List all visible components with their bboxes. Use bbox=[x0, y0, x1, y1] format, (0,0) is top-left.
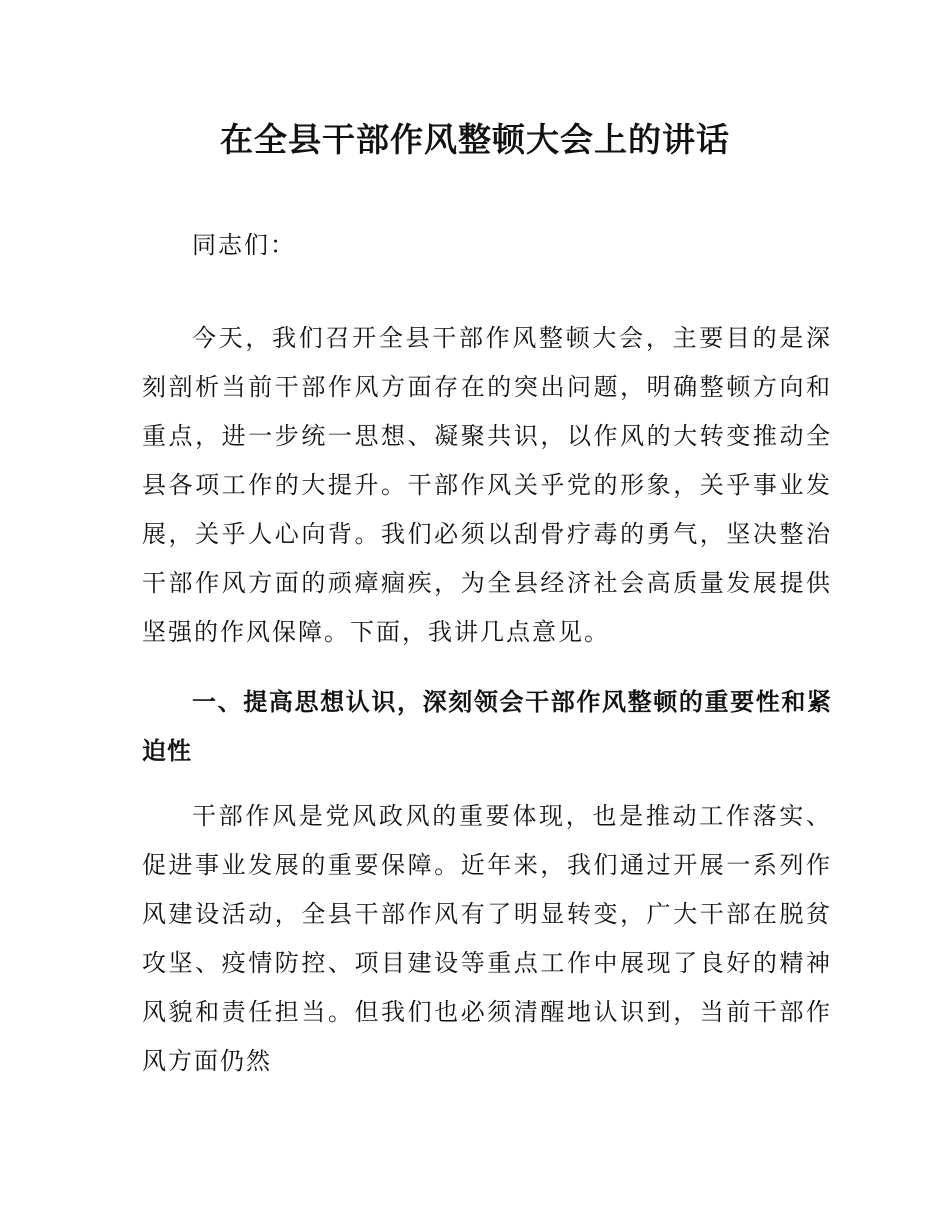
intro-paragraph: 今天，我们召开全县干部作风整顿大会，主要目的是深刻剖析当前干部作风方面存在的突出问题，明确整顿方向和重点，进一步统一思想、凝聚共识，以作风的大转变推动全县各项工作的大提升。干部作风关乎党的形象，关乎事业发展，关乎人心向背。我们必须以刮骨疗毒的勇气，坚决整治干部作风方面的顽瘴痼疾，为全县经济社会高质量发展提供坚强的作风保障。下面，我讲几点意见。 bbox=[142, 324, 832, 646]
section-heading-1: 一、提高思想认识，深刻领会干部作风整顿的重要性和紧迫性 bbox=[142, 688, 832, 765]
section-1-paragraph: 干部作风是党风政风的重要体现，也是推动工作落实、促进事业发展的重要保障。近年来，我们通过开展一系列作风建设活动，全县干部作风有了明显转变，广大干部在脱贫攻坚、疫情防控、项目建设等重点工作中展现了良好的精神风貌和责任担当。但我们也必须清醒地认识到，当前干部作风方面仍然 bbox=[142, 802, 832, 1075]
document-title: 在全县干部作风整顿大会上的讲话 bbox=[220, 120, 730, 159]
salutation: 同志们： bbox=[192, 231, 296, 259]
